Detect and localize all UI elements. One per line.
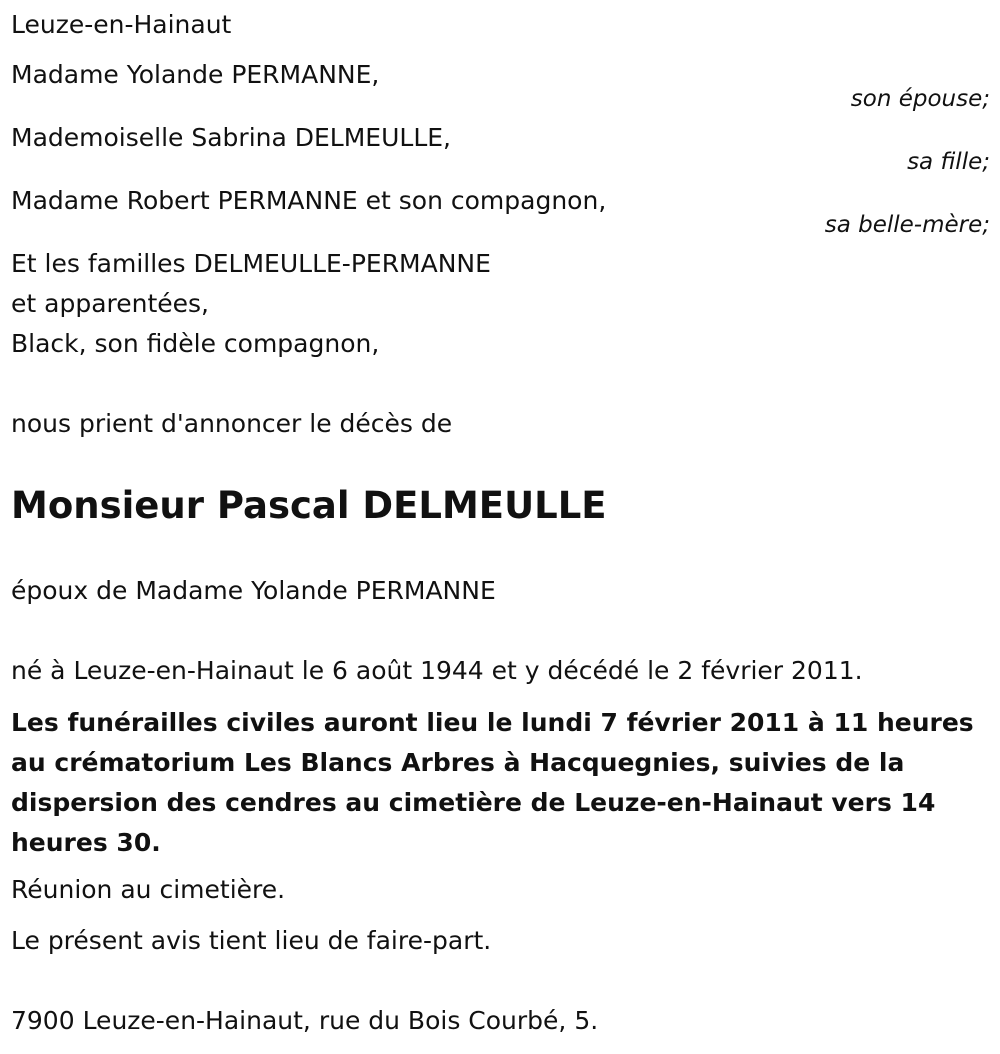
family-member-name: Madame Robert PERMANNE et son compagnon,	[11, 186, 607, 215]
family-member-relation: sa belle-mère;	[824, 212, 990, 238]
meeting-line: Réunion au cimetière.	[11, 875, 286, 904]
spouse-line: époux de Madame Yolande PERMANNE	[11, 576, 496, 605]
family-member-relation: sa fille;	[907, 149, 990, 175]
families-line: et apparentées,	[11, 289, 209, 318]
family-member-name: Madame Yolande PERMANNE,	[11, 60, 380, 89]
announcement-text: nous prient d'annoncer le décès de	[11, 409, 453, 438]
notice-line: Le présent avis tient lieu de faire-part.	[11, 926, 492, 955]
funeral-details: Les funérailles civiles auront lieu le lundi 7 février 2011 à 11 heures au crématorium Les Blancs Arbres à Hacquegnies, suivies de la dispersion des cendres au cimetière de Leuze-en-Hainaut vers 14 heures 30.	[11, 708, 974, 857]
deceased-name: Monsieur Pascal DELMEULLE	[11, 484, 607, 527]
families-line: Et les familles DELMEULLE-PERMANNE	[11, 249, 491, 278]
family-member-name: Mademoiselle Sabrina DELMEULLE,	[11, 123, 451, 152]
birth-death-line: né à Leuze-en-Hainaut le 6 août 1944 et y décédé le 2 février 2011.	[11, 656, 863, 685]
address-line: 7900 Leuze-en-Hainaut, rue du Bois Courbé, 5.	[11, 1006, 599, 1035]
pet-line: Black, son fidèle compagnon,	[11, 329, 380, 358]
locality-heading: Leuze-en-Hainaut	[11, 10, 232, 39]
family-member-relation: son épouse;	[850, 86, 990, 112]
